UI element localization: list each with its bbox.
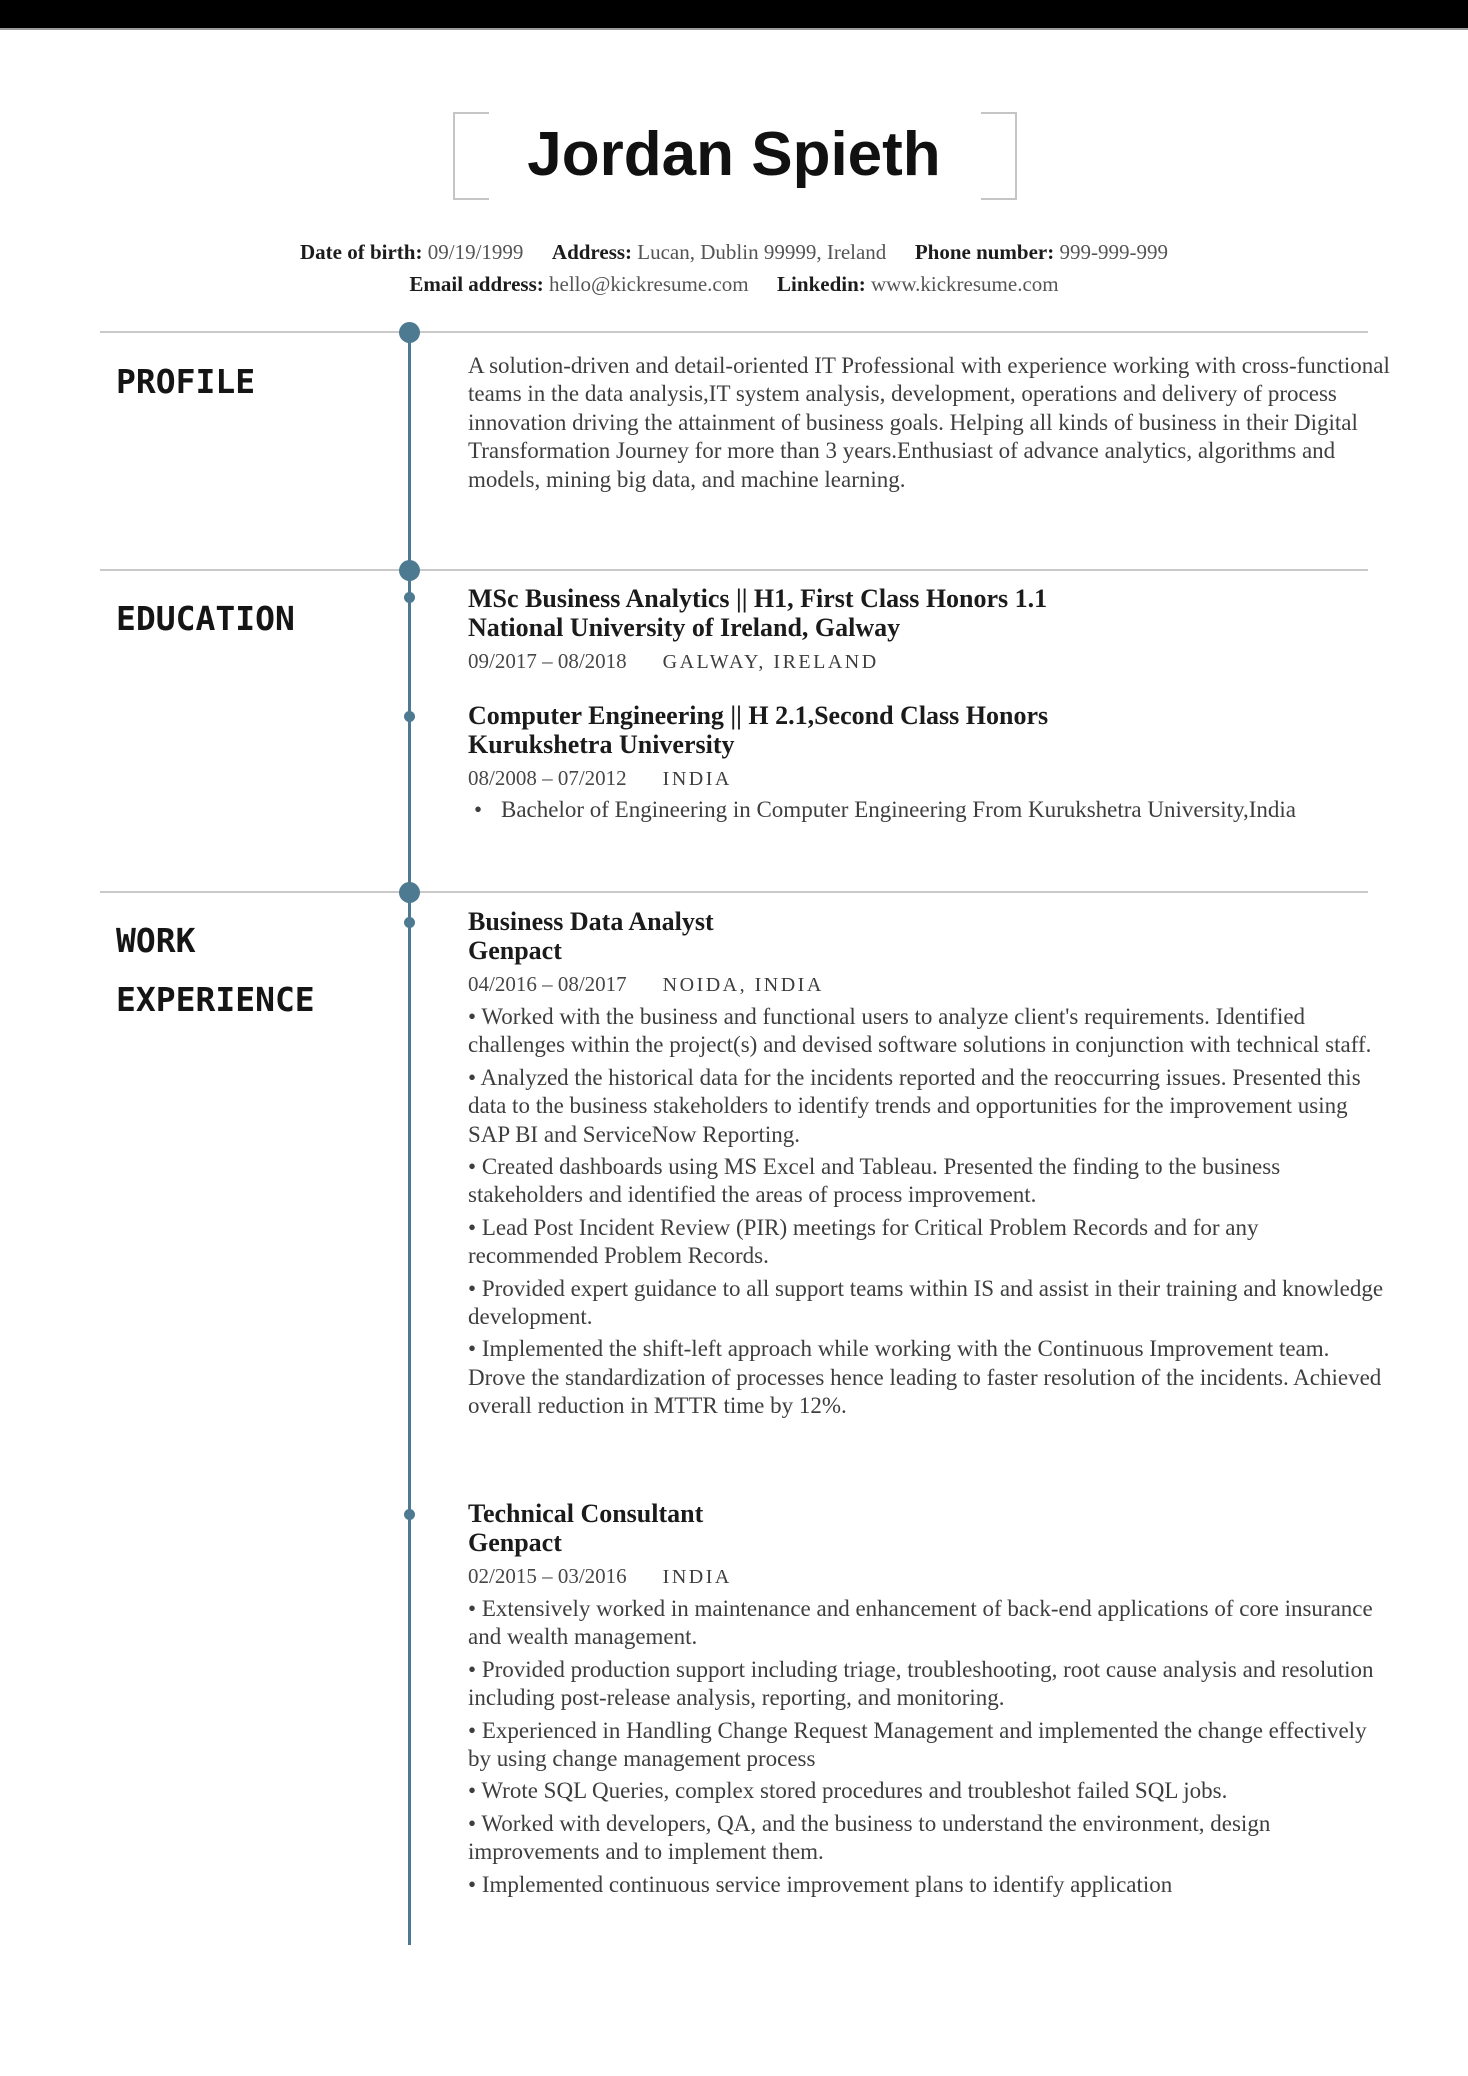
linkedin-value: www.kickresume.com <box>871 272 1059 296</box>
job-bullet: • Created dashboards using MS Excel and Tableau. Presented the finding to the business stakeholders and identified the areas of process improvement. <box>468 1153 1392 1210</box>
job-bullet: • Provided expert guidance to all support teams within IS and assist in their training and knowledge development. <box>468 1275 1392 1332</box>
job-bullet: • Lead Post Incident Review (PIR) meetings for Critical Problem Records and for any recommended Problem Records. <box>468 1214 1392 1271</box>
section-heading-education: EDUCATION <box>116 599 295 638</box>
school-name: Kurukshetra University <box>468 730 735 759</box>
linkedin-label: Linkedin: <box>777 272 866 296</box>
section-divider-education <box>100 569 1368 571</box>
job-date: 02/2015 – 03/2016 <box>468 1564 627 1588</box>
email-label: Email address: <box>409 272 544 296</box>
job-bullet: • Analyzed the historical data for the incidents reported and the reoccurring issues. Presented this data to the business stakeholders to identify trends and opportunities for the improvement using SAP BI and ServiceNow Reporting. <box>468 1064 1392 1149</box>
section-divider-profile <box>100 331 1368 333</box>
contact-line-1 <box>0 236 1468 268</box>
job-bullet: • Wrote SQL Queries, complex stored procedures and troubleshot failed SQL jobs. <box>468 1777 1392 1805</box>
education-location: INDIA <box>662 768 732 790</box>
timeline-dot-job-2 <box>404 1509 415 1520</box>
timeline-dot-job-1 <box>404 917 415 928</box>
phone-label: Phone number: <box>914 240 1055 264</box>
address-label: Address: <box>551 240 633 264</box>
page-title: Jordan Spieth <box>527 119 941 189</box>
contact-info <box>0 236 1468 300</box>
job-date: 04/2016 – 08/2017 <box>468 972 627 996</box>
timeline-dot-profile <box>399 322 420 343</box>
profile-summary: A solution-driven and detail-oriented IT Professional with experience working with cross-functional teams in the data analysis,IT system analysis, development, operations and delivery of process innovation driving the attainment of business goals. Helping all kinds of business in their Digital Transformation Journey for more than 3 years.Enthusiast of advance analytics, algorithms and models, mining big data, and machine learning. <box>468 353 1390 492</box>
education-meta <box>468 764 1392 793</box>
job-meta <box>468 1562 1392 1591</box>
email-value: hello@kickresume.com <box>549 272 749 296</box>
work-item <box>468 907 1392 1425</box>
company-name: Genpact <box>468 936 562 965</box>
education-item <box>468 584 1392 676</box>
job-bullet: • Implemented continuous service improvement plans to identify application <box>468 1871 1392 1899</box>
education-date: 08/2008 – 07/2012 <box>468 766 627 790</box>
dob-value: 09/19/1999 <box>427 240 524 264</box>
job-bullet: • Extensively worked in maintenance and enhancement of back-end applications of core insurance and wealth management. <box>468 1595 1392 1652</box>
phone-value: 999-999-999 <box>1059 240 1168 264</box>
timeline-dot-education-item-1 <box>404 592 415 603</box>
education-location: GALWAY, IRELAND <box>662 651 879 673</box>
education-date: 09/2017 – 08/2018 <box>468 649 627 673</box>
timeline-dot-education <box>399 560 420 581</box>
school-name: National University of Ireland, Galway <box>468 613 901 642</box>
section-heading-profile: PROFILE <box>116 362 256 401</box>
job-title: Technical Consultant <box>468 1499 704 1528</box>
education-item <box>468 701 1392 824</box>
job-bullet: • Experienced in Handling Change Request Management and implemented the change effectively by using change management process <box>468 1717 1392 1774</box>
degree-title: Computer Engineering || H 2.1,Second Class Honors <box>468 701 1049 730</box>
job-bullet: • Provided production support including triage, troubleshooting, root cause analysis and resolution including post-release analysis, reporting, and monitoring. <box>468 1656 1392 1713</box>
job-title: Business Data Analyst <box>468 907 714 936</box>
timeline-dot-education-item-2 <box>404 711 415 722</box>
address-value: Lucan, Dublin 99999, Ireland <box>637 240 887 264</box>
job-bullet: • Implemented the shift-left approach while working with the Continuous Improvement team. Drove the standardization of processes hence leading to faster resolution of the incidents. Achieved overall reduction in MTTR time by 12%. <box>468 1335 1392 1420</box>
work-item <box>468 1499 1392 1903</box>
job-bullets <box>468 1595 1392 1899</box>
dob-label: Date of birth: <box>300 240 423 264</box>
company-name: Genpact <box>468 1528 562 1557</box>
top-bar <box>0 0 1468 30</box>
education-bullet: • Bachelor of Engineering in Computer Engineering From Kurukshetra University,India <box>468 796 1392 824</box>
job-location: INDIA <box>662 1566 732 1588</box>
job-bullets <box>468 1003 1392 1421</box>
section-divider-work <box>100 891 1368 893</box>
degree-title: MSc Business Analytics || H1, First Class Honors 1.1 <box>468 584 1048 613</box>
contact-line-2 <box>0 268 1468 300</box>
job-bullet: • Worked with developers, QA, and the business to understand the environment, design improvements and to implement them. <box>468 1810 1392 1867</box>
timeline-dot-work <box>399 882 420 903</box>
job-meta <box>468 970 1392 999</box>
job-bullet: • Worked with the business and functional users to analyze client's requirements. Identified challenges within the project(s) and devised software solutions in conjunction with technical staff. <box>468 1003 1392 1060</box>
section-heading-work: WORK EXPERIENCE <box>116 921 315 1019</box>
job-location: NOIDA, INDIA <box>662 974 824 996</box>
education-meta <box>468 647 1392 676</box>
